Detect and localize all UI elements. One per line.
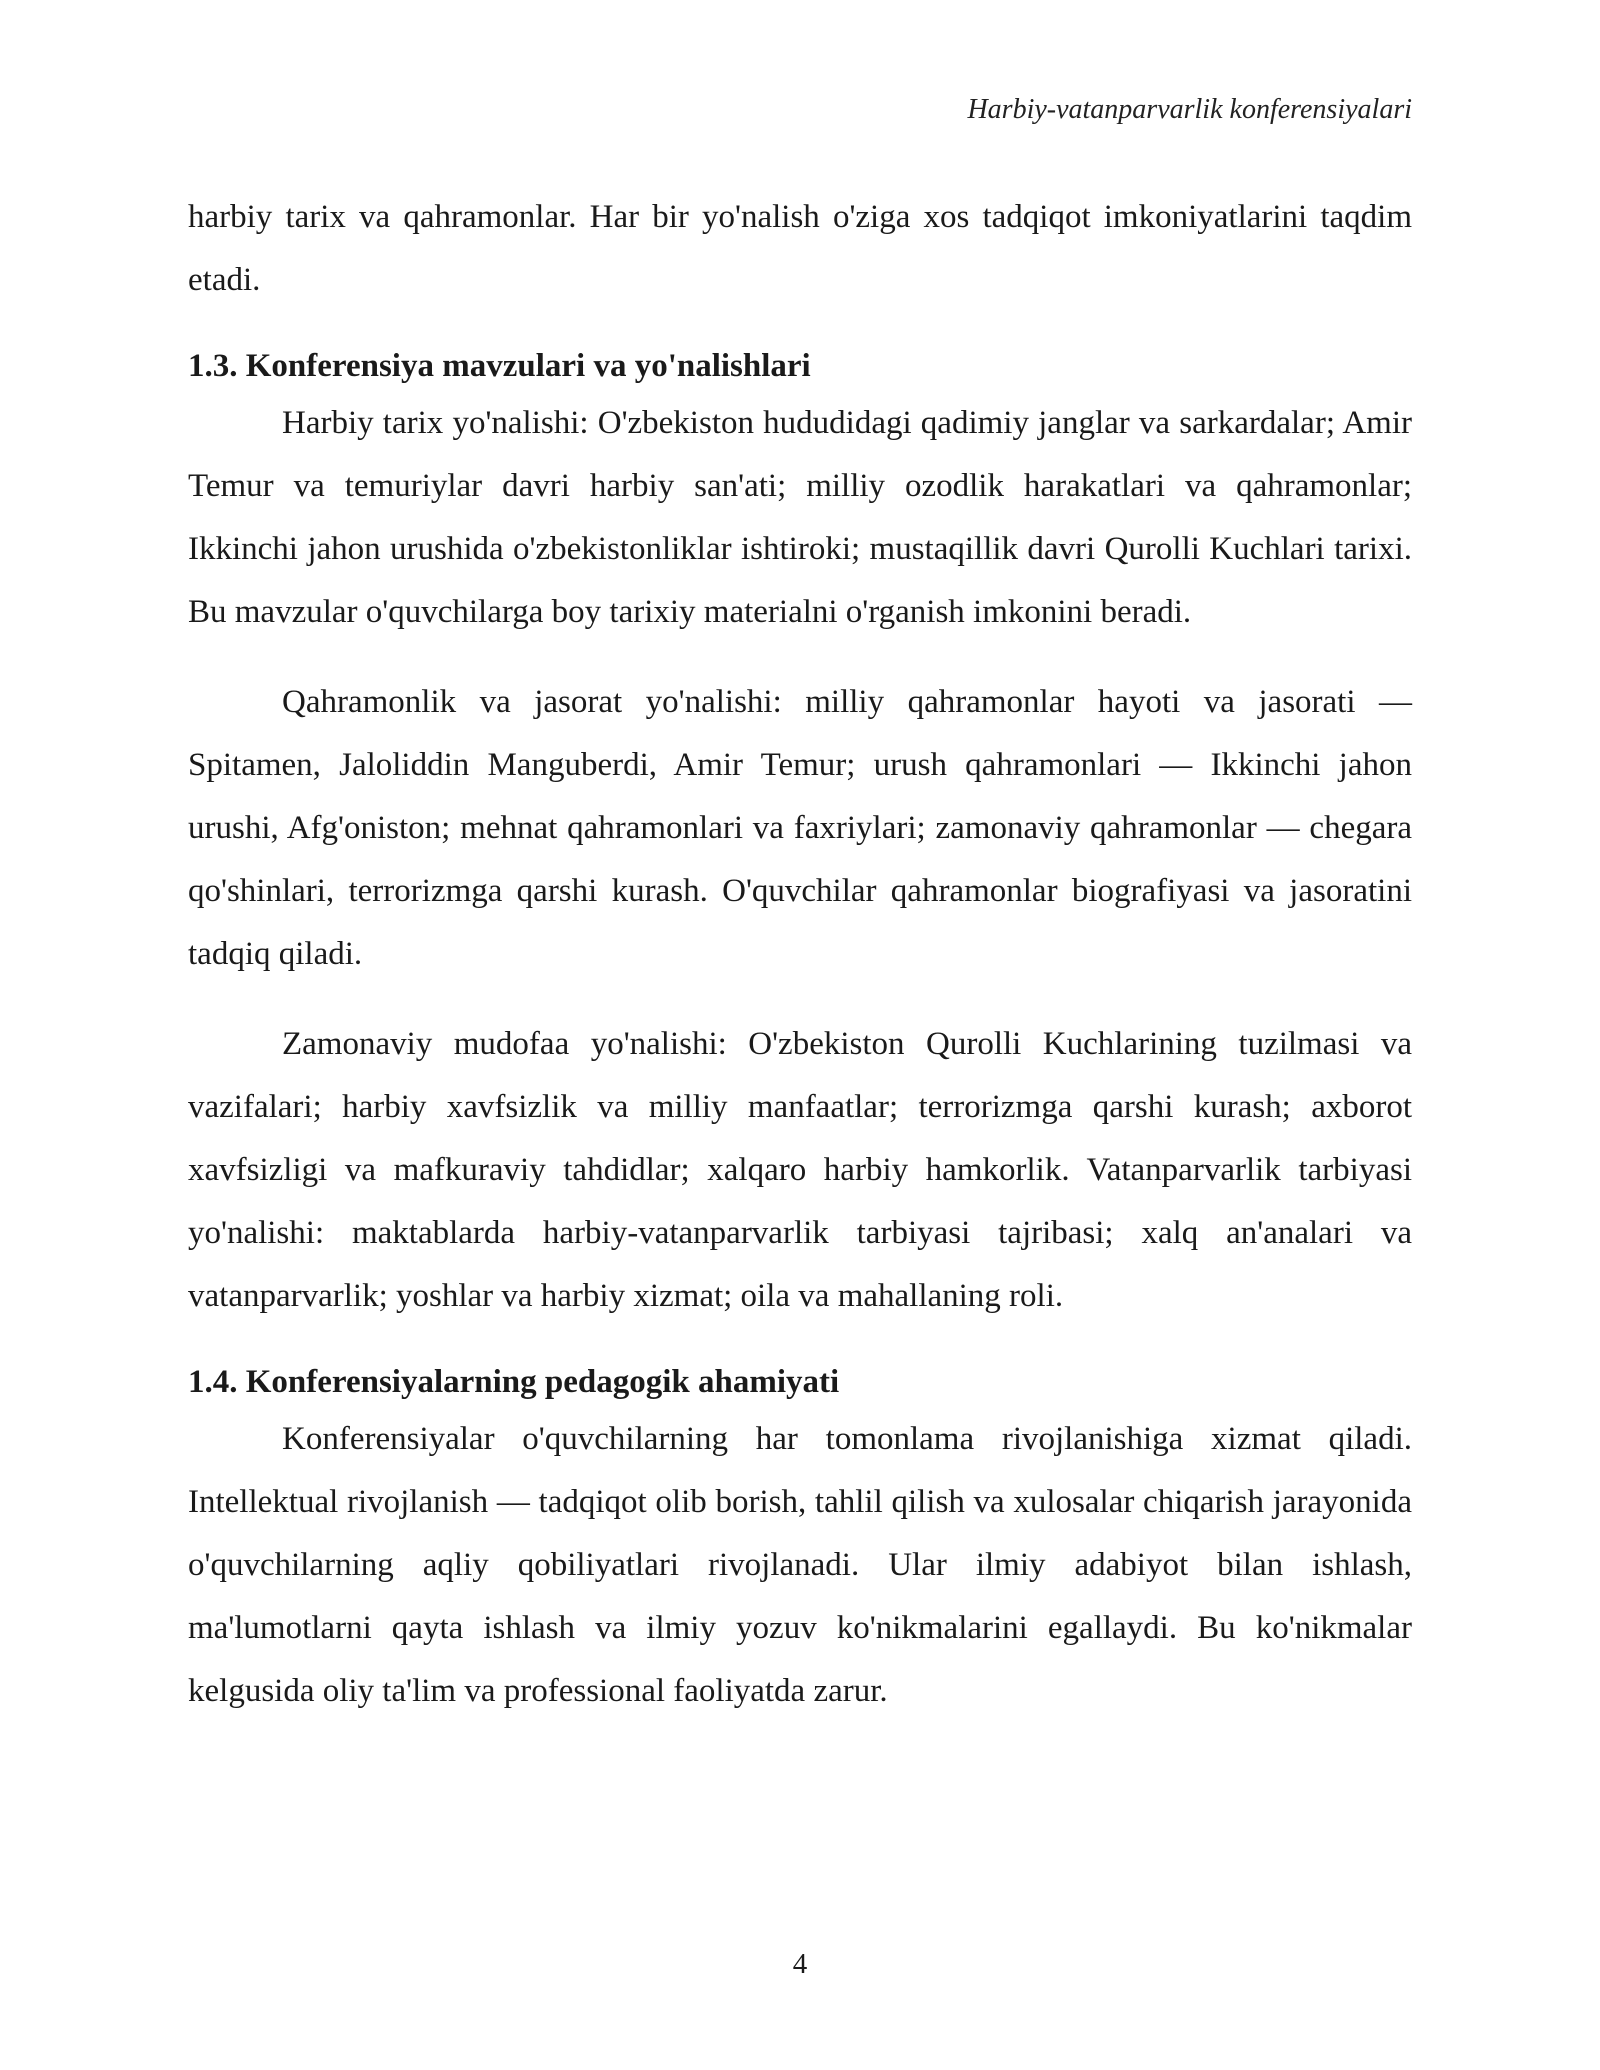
paragraph-military-history: Harbiy tarix yo'nalishi: O'zbekiston hududidagi qadimiy janglar va sarkardalar; Amir Temur va temuriylar davri harbiy san'ati; milliy ozodlik harakatlari va qahramonlar; Ikkinchi jahon urushida o'zbekistonliklar ishtiroki; mustaqillik davri Qurolli Kuchlari tarixi. Bu mavzular o'quvchilarga boy tarixiy materialni o'rganish imkonini beradi. <box>188 405 1412 630</box>
section-heading-1-4: 1.4. Konferensiyalarning pedagogik ahamiyati <box>188 1364 840 1400</box>
section-heading-1-3: 1.3. Konferensiya mavzulari va yo'nalishlari <box>188 348 811 384</box>
paragraph-pedagogical-value: Konferensiyalar o'quvchilarning har tomonlama rivojlanishiga xizmat qiladi. Intellektual rivojlanish — tadqiqot olib borish, tahlil qilish va xulosalar chiqarish jarayonida o'quvchilarning aqliy qobiliyatlari rivojlanadi. Ular ilmiy adabiyot bilan ishlash, ma'lumotlarni qayta ishlash va ilmiy yozuv ko'nikmalarini egallaydi. Bu ko'nikmalar kelgusida oliy ta'lim va professional faoliyatda zarur. <box>188 1421 1412 1709</box>
page-body <box>188 186 1412 1723</box>
page-number: 4 <box>792 1948 808 1980</box>
paragraph-modern-defense: Zamonaviy mudofaa yo'nalishi: O'zbekiston Qurolli Kuchlarining tuzilmasi va vazifalari; harbiy xavfsizlik va milliy manfaatlar; terrorizmga qarshi kurash; axborot xavfsizligi va mafkuraviy tahdidlar; xalqaro harbiy hamkorlik. Vatanparvarlik tarbiyasi yo'nalishi: maktablarda harbiy-vatanparvarlik tarbiyasi tajribasi; xalq an'analari va vatanparvarlik; yoshlar va harbiy xizmat; oila va mahallaning roli. <box>188 1026 1412 1314</box>
paragraph-heroism: Qahramonlik va jasorat yo'nalishi: milliy qahramonlar hayoti va jasorati — Spitamen, Jaloliddin Manguberdi, Amir Temur; urush qahramonlari — Ikkinchi jahon urushi, Afg'oniston; mehnat qahramonlari va faxriylari; zamonaviy qahramonlar — chegara qo'shinlari, terrorizmga qarshi kurash. O'quvchilar qahramonlar biografiyasi va jasoratini tadqiq qiladi. <box>188 684 1412 972</box>
continuation-paragraph: harbiy tarix va qahramonlar. Har bir yo'nalish o'ziga xos tadqiqot imkoniyatlarini taqdim etadi. <box>188 199 1412 298</box>
running-header: Harbiy-vatanparvarlik konferensiyalari <box>967 94 1412 125</box>
